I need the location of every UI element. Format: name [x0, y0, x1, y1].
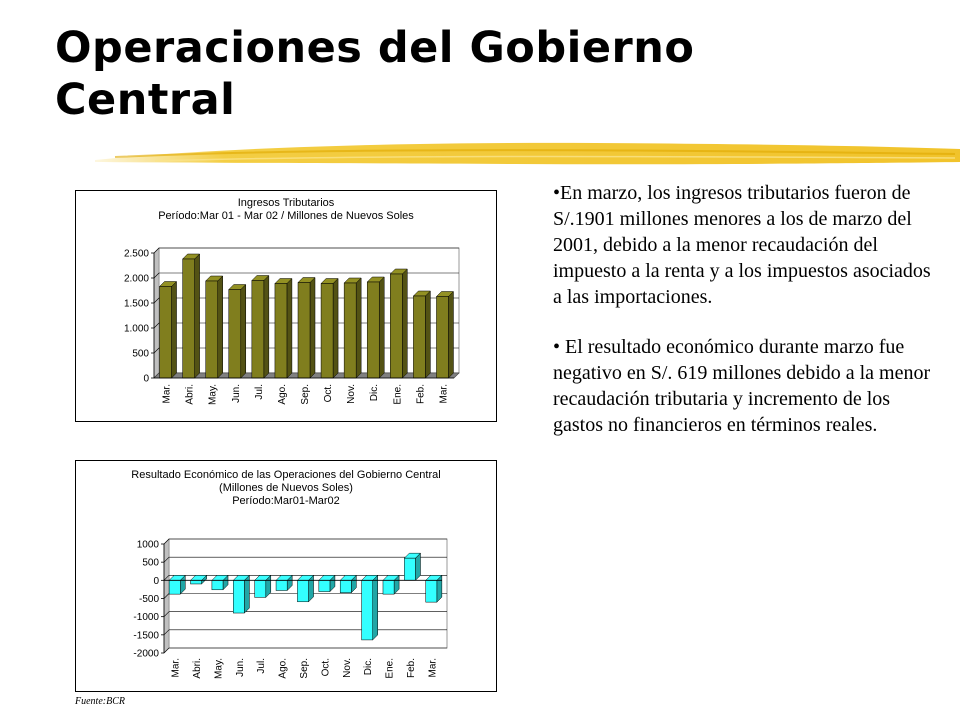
bar-front — [390, 274, 402, 378]
bar — [229, 285, 246, 379]
bar-side — [218, 276, 223, 378]
chart2-title: Resultado Económico de las Operaciones del Gobierno Central — [131, 469, 441, 481]
y-tick-label: 1.000 — [123, 323, 149, 335]
bar — [426, 575, 442, 602]
bar-front — [229, 290, 241, 379]
x-tick-label: Feb. — [405, 658, 417, 679]
bar — [383, 575, 399, 594]
bar-front — [255, 580, 266, 597]
plot-side-wall — [154, 248, 159, 378]
bar-side — [425, 291, 430, 378]
bar — [233, 575, 249, 613]
bar-front — [298, 283, 310, 379]
y-tick-label: 500 — [142, 557, 159, 569]
bar — [404, 553, 420, 580]
chart2-period: Período:Mar01-Mar02 — [232, 495, 340, 507]
x-tick-label: Mar. — [161, 384, 173, 404]
bar — [160, 282, 177, 379]
x-tick-label: Mar. — [438, 384, 450, 404]
bar-side — [241, 285, 246, 379]
bullet-list — [553, 180, 933, 462]
bar-front — [212, 580, 223, 589]
x-tick-label: Mar. — [427, 658, 439, 678]
bar — [276, 575, 292, 590]
y-tick-label: 2.500 — [123, 248, 149, 260]
x-tick-label: Nov. — [346, 384, 358, 404]
y-tick-label: 0 — [143, 373, 149, 385]
y-tick-label: -1500 — [133, 630, 159, 642]
bullet-item: •En marzo, los ingresos tributarios fueron de S/.1901 millones menores a los de marzo del 2001, debido a la menor recaudación del impuesto a la renta y a los impuestos asociados a las importaciones. — [553, 182, 931, 308]
bar-front — [183, 259, 195, 378]
y-tick-label: 1.500 — [123, 298, 149, 310]
bar-front — [169, 580, 180, 594]
source-note: Fuente:BCR — [75, 696, 125, 707]
ingresos-tributarios-chart — [75, 190, 497, 422]
chart1-plot — [76, 191, 496, 421]
x-tick-label: Nov. — [341, 658, 353, 678]
y-tick-label: -1000 — [133, 612, 159, 624]
bar-front — [252, 281, 264, 379]
bar-front — [367, 282, 379, 378]
bar-front — [160, 287, 172, 379]
bar-side — [310, 278, 315, 379]
bar — [340, 575, 356, 592]
bar-side — [172, 282, 177, 379]
x-tick-label: Jun. — [234, 658, 246, 677]
x-tick-label: Ene. — [392, 384, 404, 405]
x-tick-label: Mar. — [170, 658, 182, 678]
bar-side — [195, 254, 200, 378]
x-tick-label: Sep. — [300, 384, 311, 405]
bar — [436, 292, 453, 379]
x-tick-label: Oct. — [320, 658, 332, 677]
bar-side — [287, 279, 292, 379]
x-tick-label: Jul. — [253, 384, 265, 400]
bar — [206, 276, 223, 378]
y-tick-label: 500 — [132, 348, 149, 360]
x-tick-label: Sep. — [299, 658, 310, 679]
y-tick-label: 0 — [153, 575, 159, 587]
bar-side — [264, 276, 269, 379]
slide-title: Operaciones del Gobierno Central — [55, 23, 695, 125]
y-tick-label: 1000 — [136, 539, 159, 551]
x-tick-label: May. — [207, 384, 219, 405]
bar — [298, 278, 315, 379]
x-tick-label: Ago. — [276, 384, 288, 405]
bar — [362, 575, 378, 640]
bar-side — [448, 292, 453, 379]
y-tick-label: -500 — [138, 594, 159, 605]
bar-side — [356, 278, 361, 378]
bar — [321, 279, 338, 379]
x-tick-label: Abri. — [184, 384, 196, 405]
bar-front — [275, 284, 287, 379]
bar-front — [233, 580, 244, 613]
bar-front — [436, 297, 448, 379]
bar-front — [191, 580, 202, 584]
bar — [367, 277, 384, 378]
bar — [252, 276, 269, 379]
x-tick-label: Jun. — [230, 384, 242, 403]
bar-front — [344, 283, 356, 378]
bar-front — [426, 580, 437, 602]
bar-side — [373, 575, 378, 640]
x-tick-label: Feb. — [415, 384, 427, 405]
bar — [183, 254, 200, 378]
bar-front — [383, 580, 394, 594]
bar-side — [333, 279, 338, 379]
x-tick-label: Ago. — [277, 658, 289, 679]
chart2-plot — [76, 461, 496, 691]
x-tick-label: May. — [213, 658, 225, 679]
bar-side — [379, 277, 384, 378]
y-tick-label: 2.000 — [123, 273, 149, 285]
x-tick-label: Abri. — [192, 658, 204, 679]
bar-side — [244, 575, 249, 613]
bar-front — [319, 580, 330, 591]
x-tick-label: Jul. — [256, 658, 268, 674]
chart2-subtitle: (Millones de Nuevos Soles) — [219, 482, 353, 494]
bar-front — [340, 580, 351, 592]
x-tick-label: Ene. — [384, 658, 396, 679]
bar-side — [402, 269, 407, 378]
bar — [275, 279, 292, 379]
bar-front — [362, 580, 373, 640]
bar-front — [321, 284, 333, 379]
bar — [390, 269, 407, 378]
x-tick-label: Dic. — [369, 384, 381, 402]
bar-front — [297, 580, 308, 601]
x-tick-label: Oct. — [323, 384, 335, 403]
bar — [319, 575, 335, 591]
chart1-subtitle: Período:Mar 01 - Mar 02 / Millones de Nuevos Soles — [158, 210, 414, 222]
bar — [297, 575, 313, 601]
bar — [413, 291, 430, 378]
resultado-economico-chart — [75, 460, 497, 692]
bullet-item: • El resultado económico durante marzo fue negativo en S/. 619 millones debido a la menor recaudación tributaria y incremento de los gastos no financieros en términos reales. — [553, 336, 931, 436]
x-tick-label: Dic. — [363, 658, 375, 676]
bar-front — [404, 558, 415, 580]
chart1-title: Ingresos Tributarios — [237, 197, 335, 209]
bar — [344, 278, 361, 378]
decorative-brush-stroke — [95, 140, 960, 170]
bar-front — [206, 281, 218, 378]
bar-front — [413, 296, 425, 378]
bar — [169, 575, 185, 594]
bar-front — [276, 580, 287, 590]
bar — [255, 575, 271, 597]
y-tick-label: -2000 — [133, 648, 159, 660]
